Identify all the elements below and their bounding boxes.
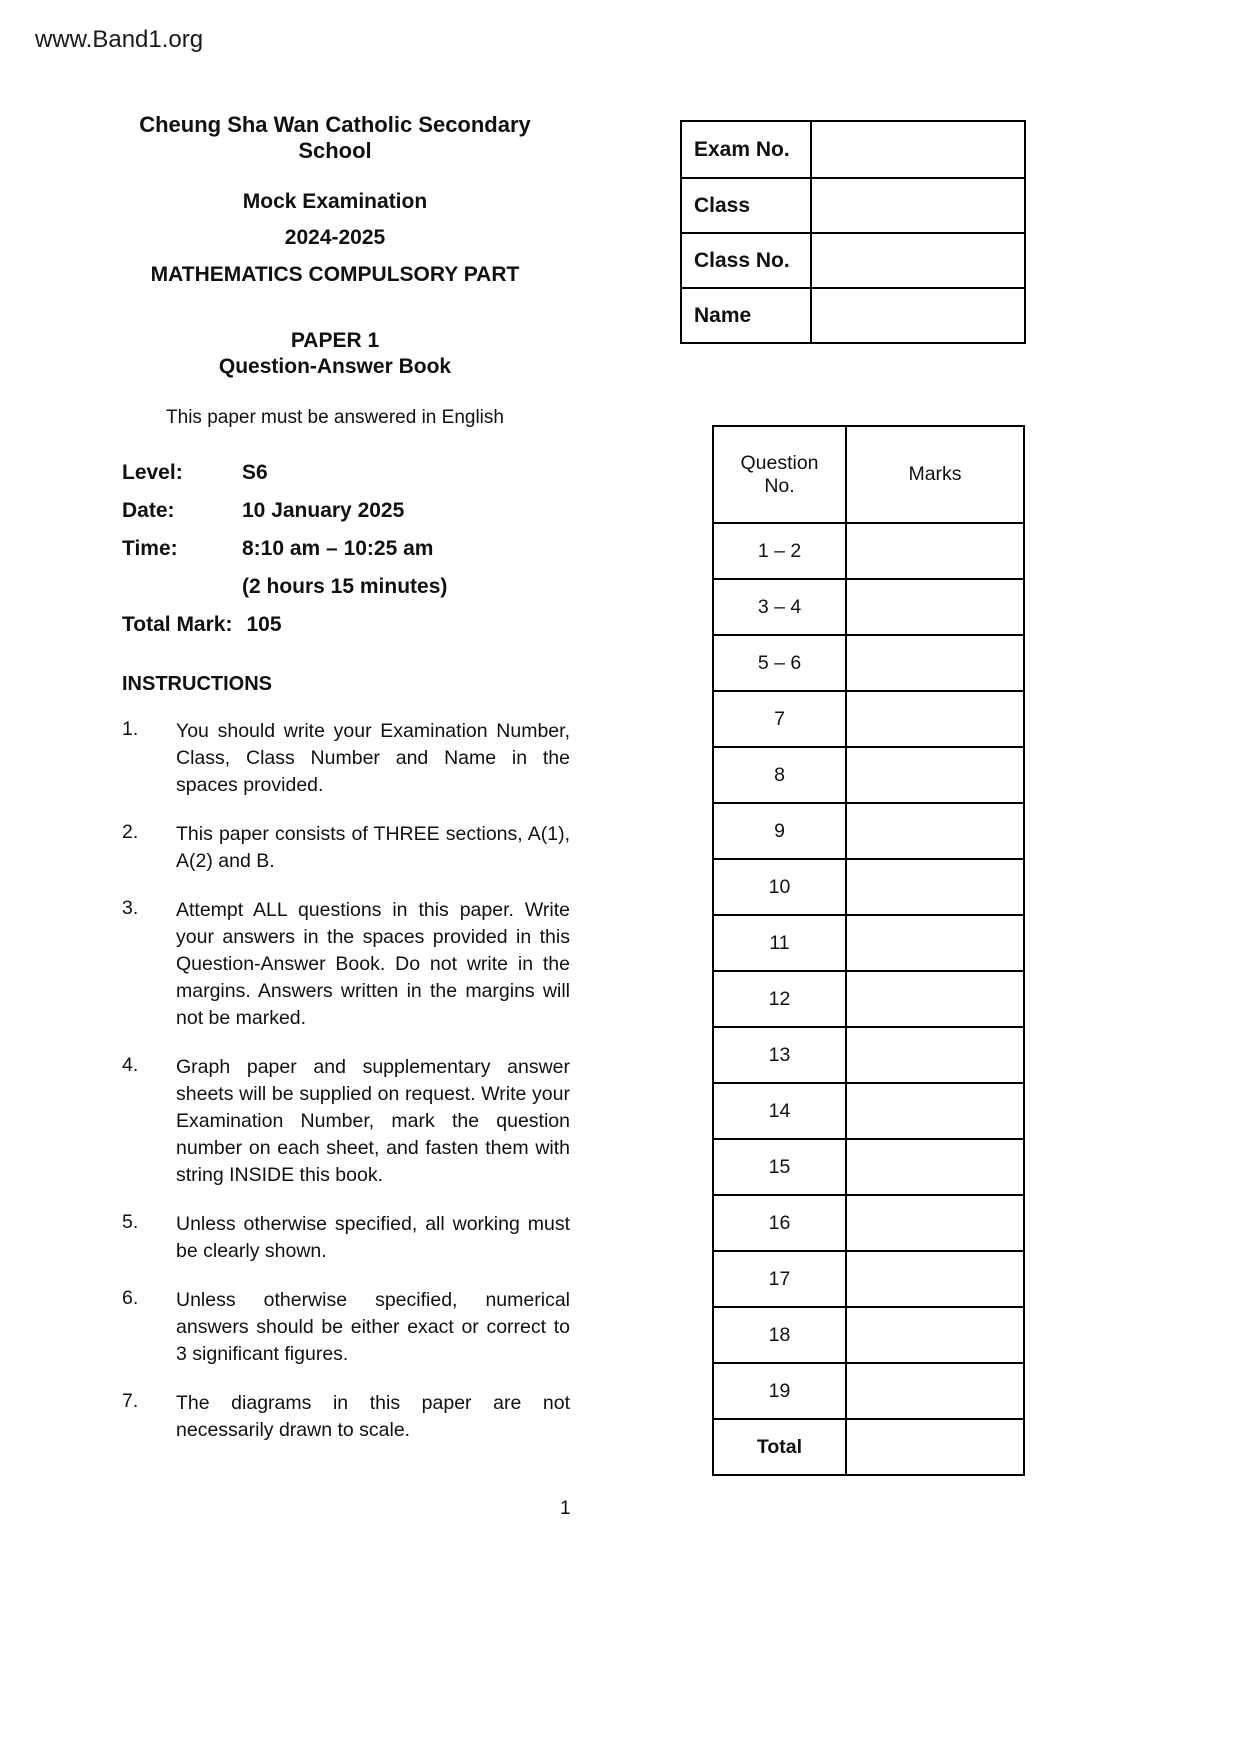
detail-value: (2 hours 15 minutes) bbox=[242, 575, 448, 598]
detail-total-mark bbox=[122, 613, 570, 637]
detail-value: 8:10 am – 10:25 am bbox=[242, 537, 434, 560]
table-row bbox=[714, 858, 1023, 914]
instruction-number: 4. bbox=[122, 1054, 139, 1076]
school-name: Cheung Sha Wan Catholic Secondary School bbox=[139, 112, 531, 163]
table-row bbox=[714, 1250, 1023, 1306]
instruction-item bbox=[122, 1054, 570, 1189]
marks-blank-cell bbox=[847, 860, 1023, 914]
question-number: 13 bbox=[714, 1028, 847, 1082]
marks-blank-cell bbox=[847, 1028, 1023, 1082]
watermark: www.Band1.org bbox=[35, 26, 204, 53]
instruction-item bbox=[122, 1287, 570, 1368]
class-no-blank-cell bbox=[812, 234, 1024, 287]
table-row bbox=[714, 746, 1023, 802]
instruction-item bbox=[122, 1211, 570, 1265]
marks-blank-cell bbox=[847, 972, 1023, 1026]
page-number: 1 bbox=[560, 1498, 571, 1519]
question-number: 17 bbox=[714, 1252, 847, 1306]
question-range: 3 – 4 bbox=[714, 580, 847, 634]
detail-value: 105 bbox=[246, 613, 282, 636]
table-row bbox=[714, 690, 1023, 746]
question-number: 12 bbox=[714, 972, 847, 1026]
total-marks-blank-cell bbox=[847, 1420, 1023, 1474]
instruction-item bbox=[122, 718, 570, 799]
marks-blank-cell bbox=[847, 1308, 1023, 1362]
marks-blank-cell bbox=[847, 1084, 1023, 1138]
question-number: 14 bbox=[714, 1084, 847, 1138]
table-row bbox=[714, 1026, 1023, 1082]
instruction-number: 2. bbox=[122, 821, 139, 843]
table-row bbox=[682, 287, 1024, 342]
question-number: 7 bbox=[714, 692, 847, 746]
exam-year: 2024-2025 bbox=[284, 226, 386, 249]
detail-date bbox=[122, 499, 570, 523]
detail-label: Total Mark: bbox=[122, 613, 233, 636]
question-no-header-text: Question No. bbox=[740, 451, 819, 497]
instruction-text: Attempt ALL questions in this paper. Write your answers in the spaces provided in this Question-Answer Book. Do not write in the margins. Answers written in the margins will not be marked. bbox=[176, 899, 570, 1029]
instruction-text: The diagrams in this paper are not necessarily drawn to scale. bbox=[176, 1392, 570, 1441]
subject-title: MATHEMATICS COMPULSORY PART bbox=[150, 263, 520, 286]
table-row bbox=[714, 970, 1023, 1026]
detail-value: 10 January 2025 bbox=[242, 499, 405, 522]
title-block bbox=[100, 112, 570, 429]
question-range: 1 – 2 bbox=[714, 524, 847, 578]
class-blank-cell bbox=[812, 179, 1024, 232]
name-label: Name bbox=[682, 289, 812, 342]
table-row bbox=[714, 1362, 1023, 1418]
table-row bbox=[682, 122, 1024, 177]
table-row bbox=[714, 634, 1023, 690]
question-number: 19 bbox=[714, 1364, 847, 1418]
marks-table-header bbox=[714, 427, 1023, 522]
detail-label: Time: bbox=[122, 537, 178, 560]
table-row bbox=[714, 802, 1023, 858]
detail-value: S6 bbox=[242, 461, 268, 484]
table-row bbox=[714, 914, 1023, 970]
instruction-number: 1. bbox=[122, 718, 139, 740]
question-no-header bbox=[714, 427, 847, 522]
marks-table bbox=[712, 425, 1025, 1476]
question-number: 18 bbox=[714, 1308, 847, 1362]
question-number: 16 bbox=[714, 1196, 847, 1250]
table-row bbox=[714, 1194, 1023, 1250]
left-column bbox=[100, 112, 570, 1444]
table-row bbox=[714, 1138, 1023, 1194]
name-blank-cell bbox=[812, 289, 1024, 342]
instruction-number: 3. bbox=[122, 897, 139, 919]
question-number: 10 bbox=[714, 860, 847, 914]
instruction-item bbox=[122, 897, 570, 1032]
detail-level bbox=[122, 461, 570, 485]
marks-blank-cell bbox=[847, 692, 1023, 746]
exam-no-blank-cell bbox=[812, 122, 1024, 177]
instruction-item bbox=[122, 1390, 570, 1444]
marks-blank-cell bbox=[847, 1252, 1023, 1306]
detail-duration bbox=[122, 575, 570, 599]
marks-blank-cell bbox=[847, 804, 1023, 858]
detail-label: Level: bbox=[122, 461, 183, 484]
instructions-section bbox=[122, 673, 570, 1444]
instructions-title: INSTRUCTIONS bbox=[122, 673, 272, 695]
question-number: 15 bbox=[714, 1140, 847, 1194]
instruction-text: This paper consists of THREE sections, A(1), A(2) and B. bbox=[176, 823, 570, 872]
paper-number: PAPER 1 bbox=[290, 329, 380, 352]
table-row bbox=[682, 177, 1024, 232]
instruction-text: Graph paper and supplementary answer sheets will be supplied on request. Write your Examination Number, mark the question number on each sheet, and fasten them with string INSIDE this book. bbox=[176, 1056, 570, 1186]
detail-label: Date: bbox=[122, 499, 175, 522]
marks-header: Marks bbox=[908, 463, 962, 485]
student-info-table bbox=[680, 120, 1026, 344]
exam-details bbox=[122, 461, 570, 637]
question-number: 9 bbox=[714, 804, 847, 858]
table-row bbox=[682, 232, 1024, 287]
detail-time bbox=[122, 537, 570, 561]
marks-blank-cell bbox=[847, 748, 1023, 802]
marks-blank-cell bbox=[847, 524, 1023, 578]
exam-no-label: Exam No. bbox=[682, 122, 812, 177]
class-label: Class bbox=[682, 179, 812, 232]
book-type: Question-Answer Book bbox=[218, 355, 452, 378]
instruction-number: 5. bbox=[122, 1211, 139, 1233]
marks-blank-cell bbox=[847, 580, 1023, 634]
table-row bbox=[714, 1082, 1023, 1138]
instruction-number: 6. bbox=[122, 1287, 139, 1309]
total-label: Total bbox=[714, 1420, 847, 1474]
table-row bbox=[714, 1306, 1023, 1362]
marks-blank-cell bbox=[847, 636, 1023, 690]
class-no-label: Class No. bbox=[682, 234, 812, 287]
instruction-number: 7. bbox=[122, 1390, 139, 1412]
language-note: This paper must be answered in English bbox=[166, 407, 504, 428]
marks-blank-cell bbox=[847, 916, 1023, 970]
table-row bbox=[714, 578, 1023, 634]
instruction-item bbox=[122, 821, 570, 875]
table-row bbox=[714, 522, 1023, 578]
question-number: 8 bbox=[714, 748, 847, 802]
marks-blank-cell bbox=[847, 1196, 1023, 1250]
question-range: 5 – 6 bbox=[714, 636, 847, 690]
table-row-total bbox=[714, 1418, 1023, 1474]
question-number: 11 bbox=[714, 916, 847, 970]
marks-blank-cell bbox=[847, 1364, 1023, 1418]
instruction-text: You should write your Examination Number, Class, Class Number and Name in the spaces provided. bbox=[176, 720, 570, 796]
marks-blank-cell bbox=[847, 1140, 1023, 1194]
exam-type: Mock Examination bbox=[242, 190, 428, 213]
instruction-text: Unless otherwise specified, all working must be clearly shown. bbox=[176, 1213, 570, 1262]
instruction-text: Unless otherwise specified, numerical answers should be either exact or correct to 3 significant figures. bbox=[176, 1289, 570, 1365]
